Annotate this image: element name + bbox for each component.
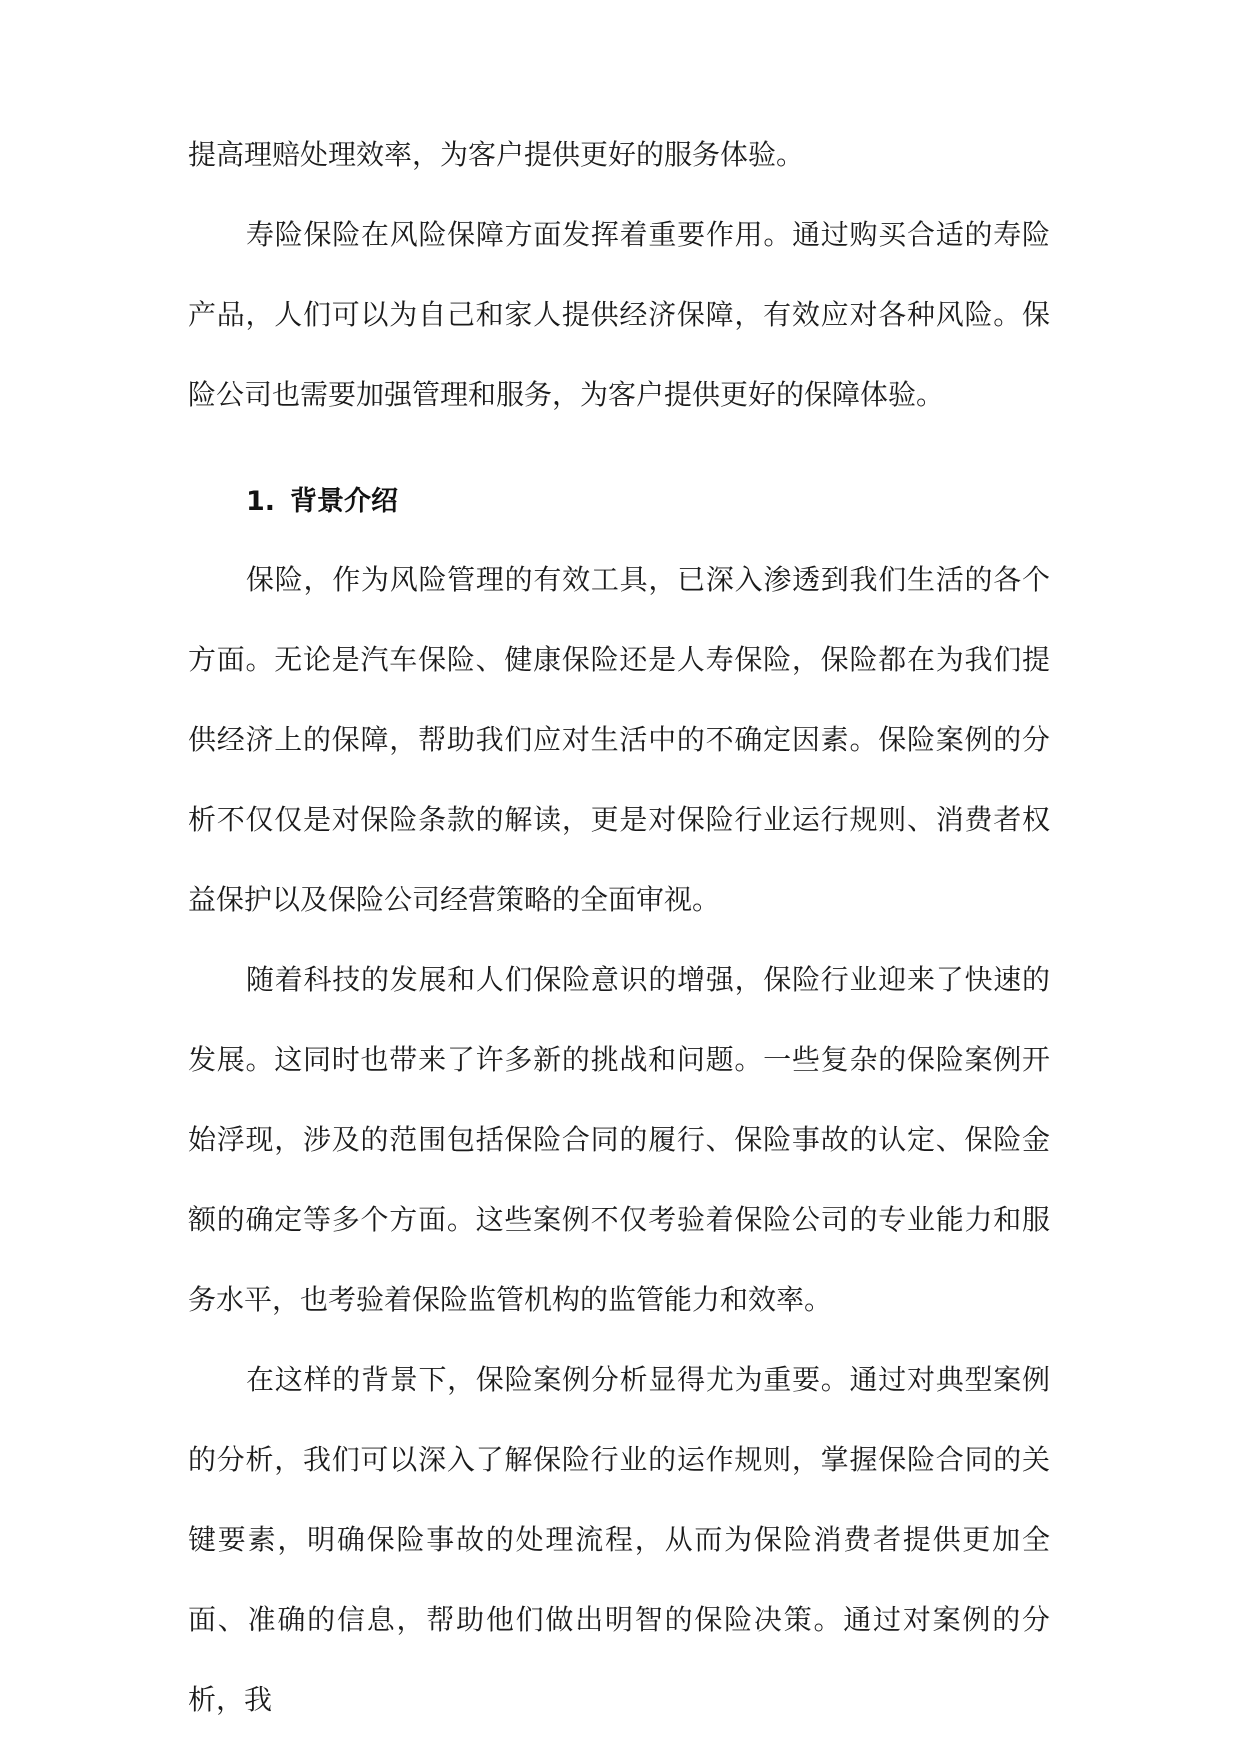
paragraph: 在这样的背景下，保险案例分析显得尤为重要。通过对典型案例的分析，我们可以深入了解保险行业的运作规则，掌握保险合同的关键要素，明确保险事故的处理流程，从而为保险消费者提供更加全面、准确的信息，帮助他们做出明智的保险决策。通过对案例的分析，我 — [188, 1363, 1050, 1716]
paragraph: 寿险保险在风险保障方面发挥着重要作用。通过购买合适的寿险产品，人们可以为自己和家人提供经济保障，有效应对各种风险。保险公司也需要加强管理和服务，为客户提供更好的保障体验。 — [188, 218, 1050, 411]
paragraph: 提高理赔处理效率，为客户提供更好的服务体验。 — [188, 138, 805, 171]
body-text-top — [188, 115, 1050, 435]
paragraph: 保险，作为风险管理的有效工具，已深入渗透到我们生活的各个方面。无论是汽车保险、健康保险还是人寿保险，保险都在为我们提供经济上的保障，帮助我们应对生活中的不确定因素。保险案例的分析不仅仅是对保险条款的解读，更是对保险行业运行规则、消费者权益保护以及保险公司经营策略的全面审视。 — [188, 563, 1050, 916]
paragraph: 随着科技的发展和人们保险意识的增强，保险行业迎来了快速的发展。这同时也带来了许多新的挑战和问题。一些复杂的保险案例开始浮现，涉及的范围包括保险合同的履行、保险事故的认定、保险金额的确定等多个方面。这些案例不仅考验着保险公司的专业能力和服务水平，也考验着保险监管机构的监管能力和效率。 — [188, 963, 1050, 1316]
section-heading — [246, 472, 398, 532]
section-number: 1. — [246, 486, 276, 517]
section-title: 背景介绍 — [290, 486, 398, 517]
body-text-bottom — [188, 540, 1050, 1740]
